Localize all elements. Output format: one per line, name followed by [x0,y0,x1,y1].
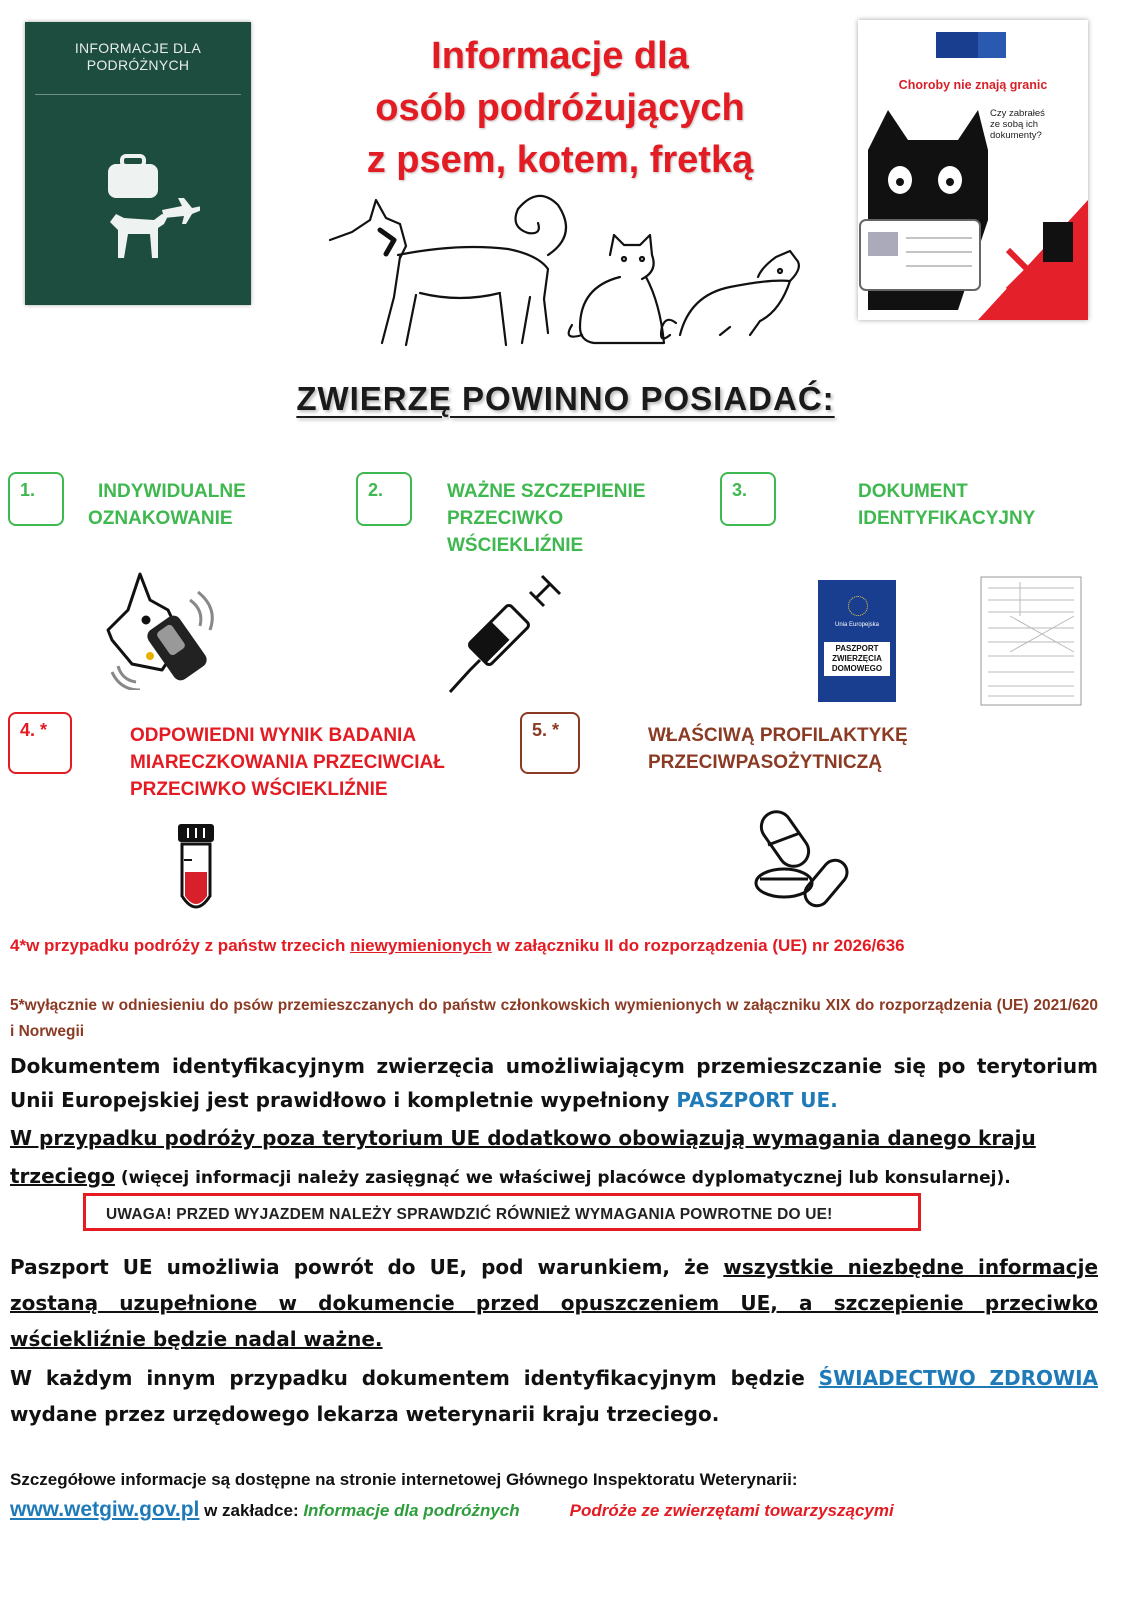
passport-union-label: Unia Europejska [834,622,880,628]
eu-stars-icon [848,596,868,616]
eu-logo-block [978,32,1006,58]
footer-tab-label: w zakładce: [199,1501,304,1520]
leaflet-title: Choroby nie znają granic [898,78,1048,92]
paragraph-third-country [10,1119,1110,1197]
eu-pet-passport [818,580,896,702]
requirement-1-line1: INDYWIDUALNE [98,481,246,502]
requirement-2-line1: WAŻNE SZCZEPIENIE [447,481,646,502]
footnote-4-part1: 4*w przypadku podróży z państw trzecich [10,936,351,955]
title-line-1: Informacje dla [431,35,689,77]
paragraph-health-text: W każdym innym przypadku dokumentem identyfikacyjnym będzie [10,1366,819,1390]
third-country-line1: W przypadku podróży poza terytorium UE dodatkowo obowiązują wymagania danego kraju [10,1126,1036,1150]
paragraph-return-underlined: wszystkie niezbędne informacje zostaną uzupełnione w dokumencie przed opuszczeniem UE, a szczepienie przeciwko wściekliźnie będzie nadal ważne. [10,1255,1099,1351]
booklet-title-line2: PODRÓŻNYCH [86,57,190,73]
requirement-number-3: 3. [720,472,776,526]
booklet-divider [35,94,241,95]
leaflet-text-2: ze sobą ich [990,119,1039,130]
requirement-1-line2: OZNAKOWANIE [88,508,233,529]
passport-label-line4: DOMOWEGO [831,664,883,673]
requirement-3-text [858,478,1088,532]
syringe-icon [446,572,566,696]
booklet-title [25,40,251,74]
health-certificate-link[interactable]: ŚWIADECTWO ZDROWIA [818,1366,1099,1390]
footnote-4-part2: w załączniku II do rozporządzenia (UE) nr 2026/636 [491,936,905,955]
section-heading [0,380,1131,418]
title-line-3: z psem, kotem, fretką [366,139,754,181]
passport-link[interactable]: PASZPORT UE. [676,1088,838,1112]
paragraph-passport-text: Dokumentem identyfikacyjnym zwierzęcia umożliwiającym przemieszczanie się po terytorium Unii Europejskiej jest prawidłowo i kompletnie wypełniony [10,1054,1098,1112]
requirement-2-line3: WŚCIEKLIŹNIE [447,535,584,556]
antiparasitic-pills-icon [752,805,852,915]
requirement-number-5: 5. * [520,712,580,774]
luggage-dog-icon [100,152,200,272]
microchip-scanner-dog-icon [98,570,228,690]
requirement-4-line2: MIARECZKOWANIA PRZECIWCIAŁ [130,752,445,773]
tab-link-pets-travel[interactable]: Podróże ze zwierzętami towarzyszącymi [569,1501,894,1520]
requirement-number-4: 4. * [8,712,72,774]
paragraph-health-certificate [10,1360,1098,1432]
health-certificate-document-icon [980,576,1082,706]
paragraph-passport [10,1049,1098,1117]
requirement-number-2: 2. [356,472,412,526]
passport-label [824,642,890,676]
website-link[interactable]: www.wetgiw.gov.pl [10,1498,200,1521]
section-heading-text: ZWIERZĘ POWINNO POSIADAĆ: [296,380,835,417]
paragraph-health-text-end: wydane przez urzędowego lekarza weterynarii kraju trzeciego. [10,1402,720,1426]
requirement-2-text [447,478,707,559]
eu-flag-icon [936,32,978,58]
footnote-5: 5*wyłącznie w odniesieniu do psów przemieszczanych do państw członkowskich wymienionych w załączniku XIX do rozporządzenia (UE) 2021/620 i Norwegii [10,997,1098,1040]
cat-with-tag-icon [858,110,1088,320]
footer-info: Szczegółowe informacje są dostępne na stronie internetowej Głównego Inspektoratu Weterynarii: [10,1470,798,1489]
warning-text: UWAGA! PRZED WYJAZDEM NALEŻY SPRAWDZIĆ RÓWNIEŻ WYMAGANIA POWROTNE DO UE! [106,1206,833,1223]
leaflet-text-3: dokumenty? [990,130,1042,141]
requirement-3-line1: DOKUMENT [858,481,968,502]
tab-link-travelers[interactable]: Informacje dla podróżnych [303,1501,520,1520]
footnote-4 [10,932,1098,960]
requirement-5-line1: WŁAŚCIWĄ PROFILAKTYKĘ [648,725,908,746]
requirement-4-text [130,722,500,803]
footer-links [10,1498,1120,1522]
requirement-number-1: 1. [8,472,64,526]
eu-leaflet [858,20,1088,320]
page-title [330,30,790,186]
paragraph-return-text: Paszport UE umożliwia powrót do UE, pod warunkiem, że [10,1255,724,1279]
paragraph-return [10,1249,1098,1357]
requirement-4-line1: ODPOWIEDNI WYNIK BADANIA [130,725,417,746]
warning-box [83,1193,921,1231]
title-line-2: osób podróżujących [375,87,745,129]
leaflet-text-1: Czy zabrałeś [990,108,1045,119]
requirement-2-line2: PRZECIWKO [447,508,564,529]
third-country-note: (więcej informacji należy zasięgnąć we właściwej placówce dyplomatycznej lub konsularnej). [114,1168,1011,1188]
passport-label-line2: PASZPORT [835,644,879,653]
requirement-5-line2: PRZECIWPASOŻYTNICZĄ [648,752,882,773]
booklet-title-line1: INFORMACJE DLA [74,40,202,56]
requirement-5-text [648,722,978,776]
blood-test-tube-icon [172,822,220,918]
dog-cat-ferret-illustration [320,185,810,355]
travel-info-booklet [25,22,251,305]
passport-label-line3: ZWIERZĘCIA [832,654,882,663]
requirement-3-line2: IDENTYFIKACYJNY [858,508,1036,529]
third-country-underlined: trzeciego [10,1164,115,1188]
requirement-4-line3: PRZECIWKO WŚCIEKLIŹNIE [130,779,388,800]
footnote-4-underlined: niewymienionych [350,936,492,955]
requirement-1-text [88,478,318,532]
